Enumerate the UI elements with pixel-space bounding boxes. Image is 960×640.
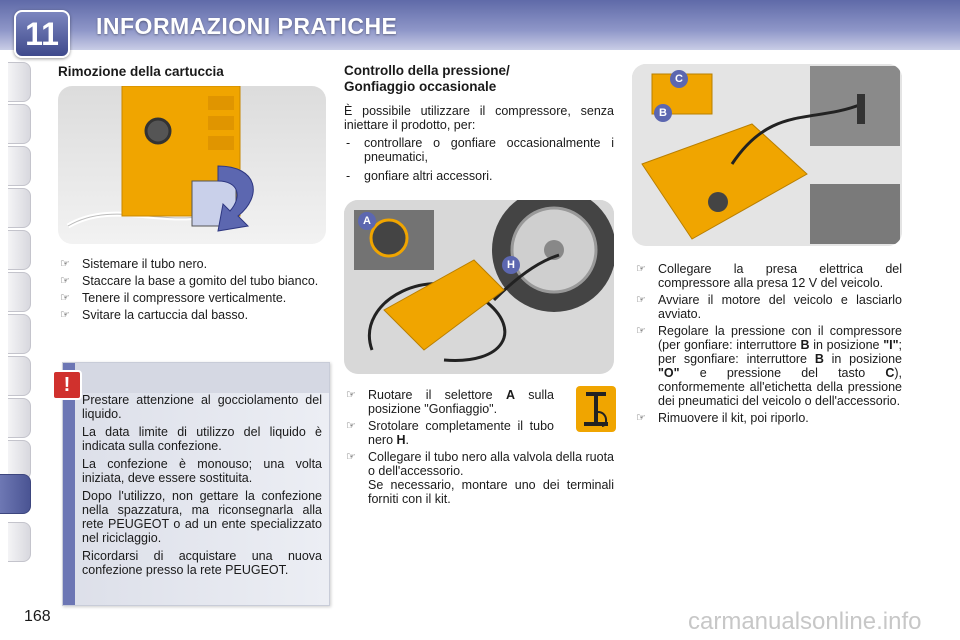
list-item: ☞ Sistemare il tubo nero. <box>60 257 208 271</box>
list-item: ☞ Collegare la presa elettrica del compressore alla presa 12 V del veicolo. <box>636 262 902 290</box>
hand-pointer-icon: ☞ <box>346 451 356 463</box>
chapter-tab[interactable] <box>8 314 31 354</box>
list-item: ☞ Rimuovere il kit, poi riporlo. <box>636 411 809 425</box>
page-number: 168 <box>24 608 51 625</box>
list-item: - gonfiare altri accessori. <box>346 169 493 183</box>
chapter-tab[interactable] <box>8 398 31 438</box>
hand-pointer-icon: ☞ <box>346 420 356 432</box>
hand-pointer-icon: ☞ <box>636 294 646 306</box>
page-header <box>0 0 960 50</box>
hand-pointer-icon: ☞ <box>636 263 646 275</box>
connection-steps <box>634 262 902 428</box>
list-item: ☞ Tenere il compressore verticalmente. <box>60 291 287 305</box>
list-item: ☞ Staccare la base a gomito del tubo bianco. <box>60 274 319 288</box>
list-item: ☞ Regolare la pressione con il compressore (per gonfiare: interruttore B in posizione "I"; per sgonfiare: interruttore B in posizione "O" e pressione del tasto C), conformemente all'etichetta della pressione dei pneumatici del veicolo o dell'accessorio. <box>636 324 902 408</box>
chapter-tab[interactable] <box>8 188 31 228</box>
chapter-tab[interactable] <box>8 356 31 396</box>
warning-paragraph: Prestare attenzione al gocciolamento del liquido. <box>82 393 322 421</box>
hand-pointer-icon: ☞ <box>636 412 646 424</box>
chapter-tab[interactable] <box>8 104 31 144</box>
chapter-tab[interactable] <box>8 146 31 186</box>
chapter-tab[interactable] <box>8 230 31 270</box>
compressor-drawing <box>344 200 614 374</box>
list-item: - controllare o gonfiare occasionalmente i pneumatici, <box>346 136 614 164</box>
warning-icon: ! <box>52 370 82 400</box>
cartridge-illustration <box>58 86 326 244</box>
label-h: H <box>502 256 520 274</box>
list-item: ☞ Collegare il tubo nero alla valvola della ruota o dell'accessorio. Se necessario, montare uno dei terminali forniti con il kit. <box>346 450 614 506</box>
hand-pointer-icon: ☞ <box>60 292 70 304</box>
warning-paragraph: Dopo l'utilizzo, non gettare la confezione nella spazzatura, ma riconsegnarla alla rete PEUGEOT o ad un ente specializzato nel riciclaggio. <box>82 489 322 545</box>
warning-paragraph: La data limite di utilizzo del liquido è indicata sulla confezione. <box>82 425 322 453</box>
cartridge-drawing <box>58 86 326 244</box>
warning-paragraph: La confezione è monouso; una volta iniziata, deve essere sostituita. <box>82 457 322 485</box>
label-c: C <box>670 70 688 88</box>
chapter-title: INFORMAZIONI PRATICHE <box>96 13 398 39</box>
warning-paragraph: Ricordarsi di acquistare una nuova confezione presso la rete PEUGEOT. <box>82 549 322 577</box>
hand-pointer-icon: ☞ <box>346 389 356 401</box>
warning-header-band <box>75 363 329 393</box>
chapter-tab[interactable] <box>8 272 31 312</box>
list-item: ☞ Svitare la cartuccia dal basso. <box>60 308 249 322</box>
watermark: carmanualsonline.info <box>688 608 922 635</box>
label-b: B <box>654 104 672 122</box>
label-a: A <box>358 212 376 230</box>
chapter-tab[interactable] <box>8 62 31 102</box>
warning-text <box>82 393 322 581</box>
hand-pointer-icon: ☞ <box>60 258 70 270</box>
connection-drawing <box>632 64 902 246</box>
cartridge-steps <box>58 257 328 325</box>
chapter-tab[interactable] <box>8 522 31 562</box>
connection-illustration <box>632 64 902 246</box>
list-item: ☞ Avviare il motore del veicolo e lasciarlo avviato. <box>636 293 902 321</box>
pressure-intro: È possibile utilizzare il compressore, senza iniettare il prodotto, per: - controllare o gonfiare occasionalmente i pneumatici, - gonfiare altri accessori. <box>344 104 614 183</box>
list-item: ☞ Srotolare completamente il tubo nero H. <box>346 419 554 447</box>
hand-pointer-icon: ☞ <box>636 325 646 337</box>
section-title-cartridge: Rimozione della cartuccia <box>58 64 224 79</box>
compressor-illustration <box>344 200 614 374</box>
list-item: ☞ Ruotare il selettore A sulla posizione "Gonfiaggio". <box>346 388 554 416</box>
pressure-steps <box>344 388 614 509</box>
hand-pointer-icon: ☞ <box>60 275 70 287</box>
hand-pointer-icon: ☞ <box>60 309 70 321</box>
chapter-tabs <box>0 62 32 578</box>
chapter-tab-active[interactable] <box>0 474 31 514</box>
chapter-badge: 11 <box>14 10 70 58</box>
section-title-pressure: Controllo della pressione/ Gonfiaggio occasionale <box>344 63 510 94</box>
